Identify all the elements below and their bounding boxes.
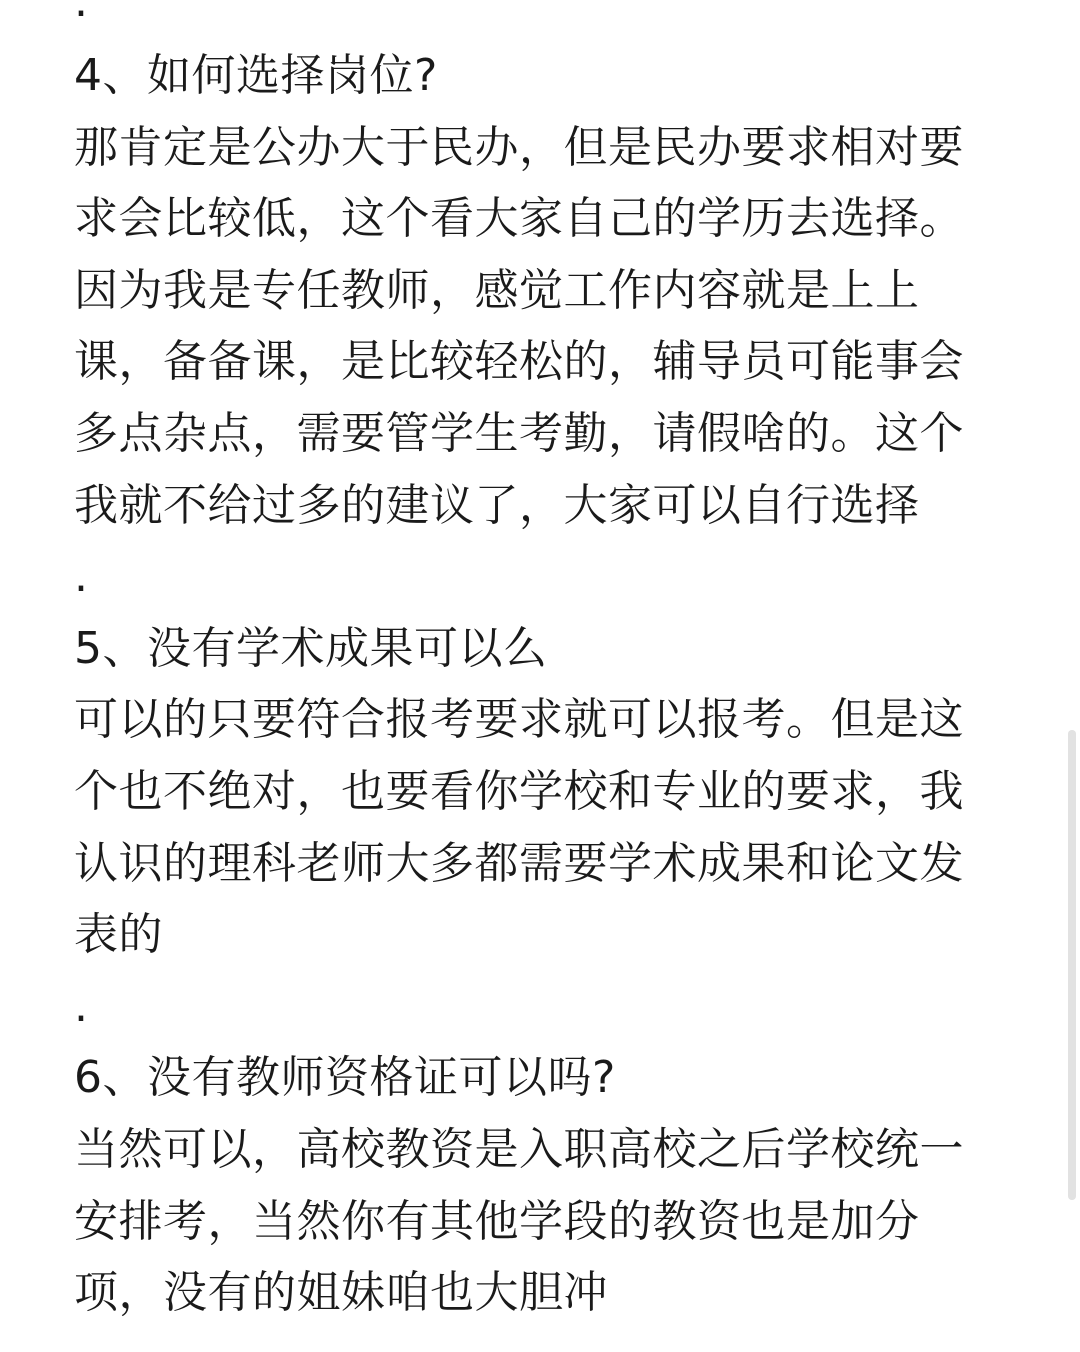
q4-separator: . <box>74 551 88 603</box>
q6-heading: 6、没有教师资格证可以吗? <box>74 1052 616 1104</box>
q5-line-4: 表的 <box>74 909 163 961</box>
q6-line-1: 当然可以，高校教资是入职高校之后学校统一 <box>74 1123 964 1175</box>
q5-line-1: 可以的只要符合报考要求就可以报考。但是这 <box>74 694 964 746</box>
q4-line-2: 求会比较低，这个看大家自己的学历去选择。 <box>74 193 964 245</box>
q5-separator: . <box>74 980 88 1032</box>
q4-line-1: 那肯定是公办大于民办，但是民办要求相对要 <box>74 121 964 173</box>
q5-heading: 5、没有学术成果可以么 <box>74 622 548 674</box>
q4-line-5: 多点杂点，需要管学生考勤，请假啥的。这个 <box>74 407 964 459</box>
q6-line-3: 项，没有的姐妹咱也大胆冲 <box>74 1267 608 1319</box>
q4-line-6: 我就不给过多的建议了，大家可以自行选择 <box>74 479 920 531</box>
q6-line-2: 安排考，当然你有其他学段的教资也是加分 <box>74 1195 920 1247</box>
scrollbar-thumb[interactable] <box>1068 730 1076 1200</box>
q4-heading: 4、如何选择岗位? <box>74 50 438 101</box>
q5-line-2: 个也不绝对，也要看你学校和专业的要求，我 <box>74 765 964 817</box>
q4-line-3: 因为我是专任教师，感觉工作内容就是上上 <box>74 264 920 316</box>
q4-line-4: 课，备备课，是比较轻松的，辅导员可能事会 <box>74 336 964 388</box>
article-content <box>74 0 1014 1329</box>
q5-line-3: 认识的理科老师大多都需要学术成果和论文发 <box>74 837 964 889</box>
scrollbar-track[interactable] <box>1068 730 1076 1200</box>
top-fragment: . <box>74 0 88 27</box>
